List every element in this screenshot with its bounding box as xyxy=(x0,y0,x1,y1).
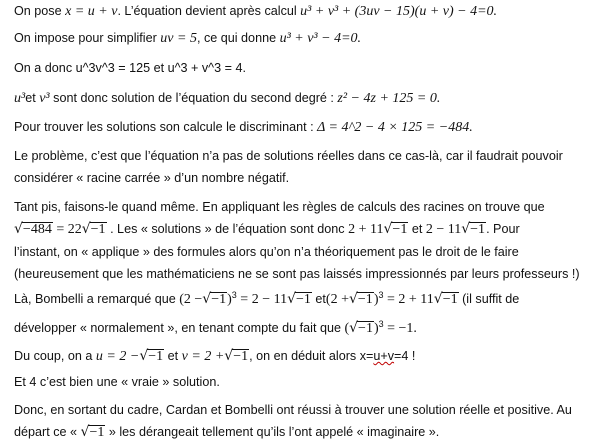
radicand: −1 xyxy=(470,222,486,237)
math-equation: u³ + v³ + (3uv − 15)(u + v) − 4=0. xyxy=(300,4,498,19)
text: départ ce « xyxy=(14,425,78,439)
sqrt-icon: √ xyxy=(14,221,23,237)
text: Là, Bombelli a remarqué que xyxy=(14,292,176,306)
radicand: −1 xyxy=(233,349,249,364)
paragraph-10 xyxy=(14,371,592,393)
text-line: Le problème, c’est que l’équation n’a pas de solutions réelles dans ce cas-là, car il faudrait pouvoir xyxy=(14,149,563,163)
text-line: l’instant, on « applique » des formules alors qu’on n’a théoriquement pas le droit de le faire xyxy=(14,245,519,259)
text: et xyxy=(167,349,179,363)
text-line-math xyxy=(14,218,592,241)
paragraph-3 xyxy=(14,57,592,79)
sqrt-icon: √ xyxy=(224,348,234,364)
text: et xyxy=(25,91,36,105)
text: développer « normalement », en tenant compte du fait que xyxy=(14,321,341,335)
math: = 2 + 11 xyxy=(387,292,434,307)
math: v = 2 + xyxy=(181,349,225,364)
math: ) xyxy=(373,292,379,307)
math-discriminant: Δ = 4^2 − 4 × 125 = −484. xyxy=(317,120,473,135)
math-x-equals: x = u + v xyxy=(65,4,118,19)
text-line: (heureusement que les mathématiciens ne se sont pas laissés impressionnés par leurs professeurs !) xyxy=(14,267,580,281)
text: , on en déduit alors x= xyxy=(249,349,374,363)
text: Du coup, on a xyxy=(14,349,93,363)
exponent: 3 xyxy=(231,289,237,300)
paragraph-11 xyxy=(14,399,592,443)
radicand: −1 xyxy=(89,425,105,440)
paragraph-1 xyxy=(14,0,592,23)
text-line: Tant pis, faisons-le quand même. En appliquant les règles de calculs des racines on trouve que xyxy=(14,200,545,214)
math: u = 2 − xyxy=(95,349,140,364)
text-line: considérer « racine carrée » d’un nombre négatif. xyxy=(14,171,290,185)
math: 2 − 11 xyxy=(425,222,462,237)
text: et xyxy=(315,292,326,306)
math-uv: uv = 5 xyxy=(160,31,197,46)
math-equation: u³ + v³ − 4=0. xyxy=(279,31,362,46)
sqrt-icon: √ xyxy=(383,221,393,237)
text: On pose xyxy=(14,4,62,18)
exponent: 3 xyxy=(378,318,384,329)
math: 2 + 11 xyxy=(348,222,384,237)
text: On a donc xyxy=(14,61,73,75)
text-line-math xyxy=(14,288,592,311)
math: ) xyxy=(373,321,379,336)
radicand: −1 xyxy=(296,292,311,307)
spellcheck-underlined-text: u+v xyxy=(373,349,395,363)
radicand: −484 xyxy=(22,222,52,237)
text: On impose pour simplifier xyxy=(14,31,157,45)
text: » les dérangeait tellement qu’ils l’ont appelé « imaginaire ». xyxy=(108,425,440,439)
sqrt-icon: √ xyxy=(461,221,471,237)
math: (2 − xyxy=(179,292,203,307)
radicand: −1 xyxy=(90,222,106,237)
paragraph-8 xyxy=(14,288,592,340)
text-plain-math: u^3v^3 = 125 et u^3 + v^3 = 4. xyxy=(75,61,246,75)
math: = 2 − 11 xyxy=(240,292,288,307)
sqrt-icon: √ xyxy=(348,291,358,307)
text: . Les « solutions » de l’équation sont donc xyxy=(110,222,345,236)
paragraph-2 xyxy=(14,27,592,50)
math: = 22 xyxy=(56,222,82,237)
math-quadratic: z² − 4z + 125 = 0. xyxy=(337,91,441,106)
text: (il suffit de xyxy=(462,292,520,306)
radicand: −1 xyxy=(358,321,373,336)
sqrt-icon: √ xyxy=(287,291,296,307)
sqrt-icon: √ xyxy=(433,291,443,307)
math-v3: v³ xyxy=(39,91,50,106)
text: Et 4 c’est bien une « vraie » solution. xyxy=(14,375,220,389)
text: Pour trouver les solutions son calcule le discriminant : xyxy=(14,120,314,134)
math: ( xyxy=(344,321,350,336)
text: =4 ! xyxy=(394,349,416,363)
text-line-math xyxy=(14,421,592,443)
radicand: −1 xyxy=(357,292,373,307)
text-line: Donc, en sortant du cadre, Cardan et Bombelli ont réussi à trouver une solution réelle et positive. Au xyxy=(14,403,572,417)
math: (2 + xyxy=(325,292,349,307)
sqrt-icon: √ xyxy=(202,291,212,307)
paragraph-9 xyxy=(14,345,592,368)
radicand: −1 xyxy=(442,292,458,307)
sqrt-icon: √ xyxy=(80,424,90,440)
radicand: −1 xyxy=(211,292,227,307)
text: sont donc solution de l’équation du second degré : xyxy=(53,91,334,105)
text: . Pour xyxy=(486,222,520,236)
exponent: 3 xyxy=(378,289,384,300)
sqrt-icon: √ xyxy=(139,348,149,364)
text: , ce qui donne xyxy=(196,31,277,45)
text-line-math xyxy=(14,317,592,340)
text: et xyxy=(411,222,423,236)
paragraph-5 xyxy=(14,116,592,139)
paragraph-6 xyxy=(14,145,592,189)
math: = −1. xyxy=(387,321,417,336)
paragraph-7 xyxy=(14,196,592,285)
math-u3: u³ xyxy=(14,91,26,106)
sqrt-icon: √ xyxy=(349,320,359,336)
radicand: −1 xyxy=(148,349,164,364)
paragraph-4 xyxy=(14,87,592,110)
sqrt-icon: √ xyxy=(81,221,91,237)
radicand: −1 xyxy=(392,222,408,237)
math: ) xyxy=(227,292,232,307)
text: . L’équation devient après calcul xyxy=(117,4,297,18)
